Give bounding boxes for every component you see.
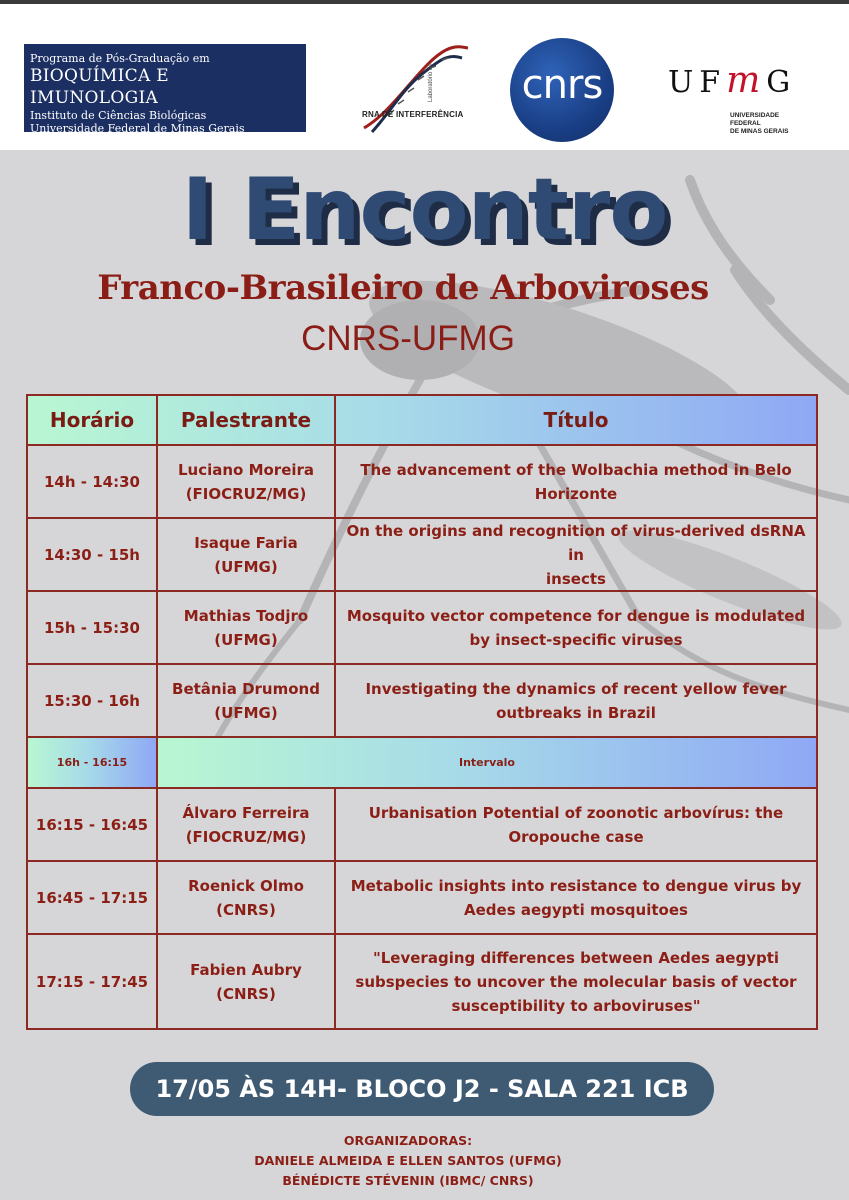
- row-speaker: [156, 446, 334, 517]
- program-logo-line4: Universidade Federal de Minas Gerais: [30, 122, 245, 135]
- location-pill: 17/05 ÀS 14H- BLOCO J2 - SALA 221 ICB: [130, 1062, 714, 1116]
- row-title: [334, 446, 816, 517]
- row-time: 16:45 - 17:15: [35, 888, 149, 907]
- ufmg-f: F: [699, 65, 727, 100]
- speaker-affiliation: (CNRS): [216, 984, 276, 1003]
- title-line: Aedes aegypti mosquitoes: [464, 900, 688, 919]
- row-speaker: [156, 592, 334, 663]
- event-subtitle: Franco-Brasileiro de Arboviroses: [97, 268, 709, 308]
- table-row: [26, 592, 818, 665]
- row-title: [334, 592, 816, 663]
- title-line: insects: [546, 569, 606, 588]
- row-speaker: [156, 935, 334, 1028]
- program-logo: [24, 44, 306, 135]
- row-speaker: [156, 519, 334, 590]
- break-label: Intervalo: [156, 738, 816, 787]
- rna-logo-small-text: Laboratório de: [428, 63, 434, 102]
- speaker-affiliation: (FIOCRUZ/MG): [185, 827, 307, 846]
- table-row: [26, 665, 818, 738]
- schedule-table: [26, 394, 818, 1030]
- title-line: Oropouche case: [508, 827, 644, 846]
- table-break-row: [26, 738, 818, 789]
- break-time: 16h - 16:15: [28, 738, 156, 787]
- table-row: [26, 789, 818, 862]
- speaker-name: Betânia Drumond: [172, 679, 320, 698]
- ufmg-logo: [668, 60, 808, 144]
- title-line: Horizonte: [534, 484, 618, 503]
- title-line: outbreaks in Brazil: [496, 703, 656, 722]
- header-time: Horário: [49, 408, 135, 432]
- program-logo-line3: Instituto de Ciências Biológicas: [30, 109, 207, 122]
- speaker-name: Luciano Moreira: [177, 460, 315, 479]
- program-logo-line1: Programa de Pós-Graduação em: [30, 52, 210, 65]
- cnrs-logo-text: cnrs: [521, 62, 603, 108]
- speaker-name: Fabien Aubry: [190, 960, 302, 979]
- row-speaker: [156, 862, 334, 933]
- title-line: susceptibility to arboviruses": [451, 996, 701, 1015]
- table-row: [26, 519, 818, 592]
- ufmg-sub-line1: UNIVERSIDADE FEDERAL: [730, 112, 780, 127]
- title-line: Metabolic insights into resistance to dengue virus by: [350, 876, 802, 895]
- speaker-affiliation: (FIOCRUZ/MG): [185, 484, 307, 503]
- table-row: [26, 935, 818, 1030]
- title-line: On the origins and recognition of virus-derived dsRNA in: [346, 521, 806, 564]
- row-title: [334, 935, 816, 1028]
- row-title: [334, 665, 816, 736]
- ufmg-g: G: [766, 65, 797, 100]
- title-line: The advancement of the Wolbachia method in Belo: [360, 460, 792, 479]
- rna-lab-logo: [358, 44, 488, 134]
- title-line: Investigating the dynamics of recent yellow fever: [365, 679, 787, 698]
- table-header-row: [26, 394, 818, 446]
- event-title: I Encontro: [181, 160, 668, 260]
- ufmg-m: m: [726, 60, 767, 101]
- row-speaker: [156, 789, 334, 860]
- organizers-line2: BÉNÉDICTE STÉVENIN (IBMC/ CNRS): [282, 1173, 534, 1188]
- table-row: [26, 862, 818, 935]
- row-time: 16:15 - 16:45: [35, 815, 149, 834]
- ufmg-logo-wordmark: [668, 60, 808, 101]
- row-time: 14h - 14:30: [44, 472, 140, 491]
- speaker-affiliation: (UFMG): [214, 630, 278, 649]
- speaker-name: Álvaro Ferreira: [182, 803, 310, 822]
- row-time: 15:30 - 16h: [44, 691, 140, 710]
- row-title: [334, 862, 816, 933]
- row-title: [334, 789, 816, 860]
- speaker-name: Roenick Olmo: [188, 876, 304, 895]
- table-row: [26, 446, 818, 519]
- ufmg-u: U: [668, 65, 700, 100]
- program-logo-line2: BIOQUÍMICA E IMUNOLOGIA: [30, 66, 169, 108]
- header-title: Título: [334, 396, 816, 444]
- speaker-name: Isaque Faria: [194, 533, 298, 552]
- cnrs-logo: [510, 38, 614, 142]
- event-org-line: CNRS-UFMG: [301, 319, 515, 358]
- ufmg-sub-line2: DE MINAS GERAIS: [730, 128, 789, 135]
- title-line: Urbanisation Potential of zoonotic arbovírus: the: [368, 803, 784, 822]
- speaker-affiliation: (UFMG): [214, 703, 278, 722]
- header-speaker: Palestrante: [156, 396, 334, 444]
- ufmg-logo-subtitle: [730, 112, 808, 136]
- rna-logo-main-text: RNA DE INTERFERÊNCIA: [362, 110, 464, 119]
- title-line: subspecies to uncover the molecular basis of vector: [355, 972, 797, 991]
- title-line: Mosquito vector competence for dengue is modulated: [346, 606, 806, 625]
- title-line: by insect-specific viruses: [469, 630, 683, 649]
- row-time: 15h - 15:30: [44, 618, 140, 637]
- logo-header: [0, 4, 849, 150]
- speaker-affiliation: (CNRS): [216, 900, 276, 919]
- row-time: 14:30 - 15h: [44, 545, 140, 564]
- row-time: 17:15 - 17:45: [35, 972, 149, 991]
- organizers-line1: DANIELE ALMEIDA E ELLEN SANTOS (UFMG): [254, 1153, 562, 1168]
- dna-helix-icon: [358, 44, 488, 134]
- title-line: "Leveraging differences between Aedes aegypti: [372, 948, 780, 967]
- row-speaker: [156, 665, 334, 736]
- speaker-name: Mathias Todjro: [183, 606, 309, 625]
- row-title: [334, 519, 816, 590]
- organizers-label: ORGANIZADORAS:: [343, 1133, 473, 1148]
- speaker-affiliation: (UFMG): [214, 557, 278, 576]
